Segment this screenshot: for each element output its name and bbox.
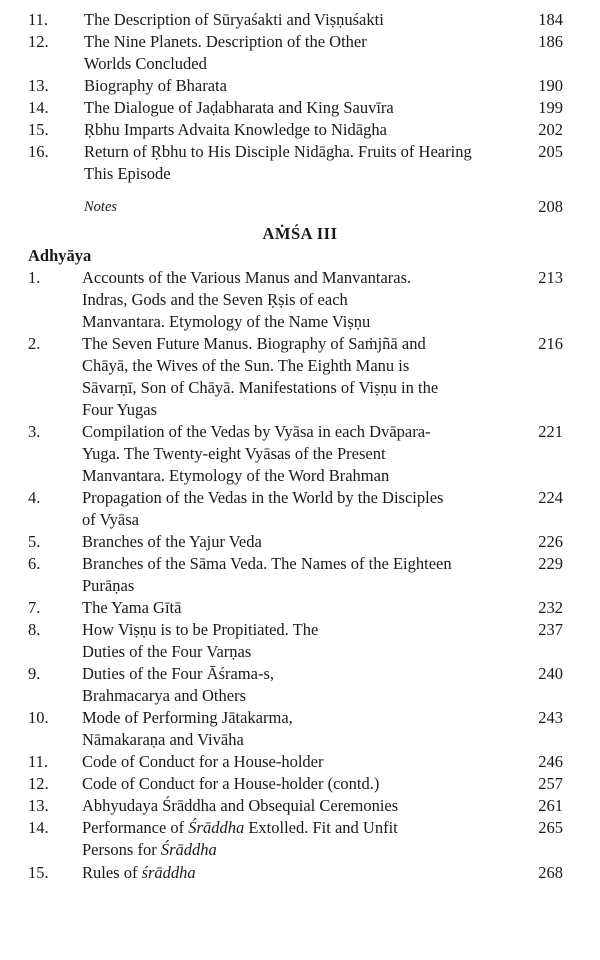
entry-page: 226 xyxy=(538,532,563,551)
entry-title: Branches of the Yajur Veda xyxy=(82,532,262,551)
entry-number: 12. xyxy=(28,774,49,793)
entry-title: Duties of the Four Āśrama-s, Brahmacarya and Others xyxy=(82,664,275,705)
entry-number: 11. xyxy=(28,10,49,29)
entry-title: How Viṣṇu is to be Propitiated. The Duties of the Four Varṇas xyxy=(82,620,319,661)
entry-title: The Nine Planets. Description of the Other Worlds Concluded xyxy=(84,32,367,73)
toc-entry xyxy=(0,663,600,707)
entry-page: 190 xyxy=(538,76,563,95)
entry-title-text: Performance of xyxy=(82,818,189,837)
entry-number: 16. xyxy=(28,142,49,161)
entry-title-italic: śrāddha xyxy=(141,863,196,882)
entry-page: 232 xyxy=(538,598,563,617)
entry-title: Mode of Performing Jātakarma, Nāmakaraṇa and Vivāha xyxy=(82,708,293,749)
entry-page: 257 xyxy=(538,774,563,793)
section-heading: AṀŚA III xyxy=(262,224,338,243)
entry-number: 2. xyxy=(28,334,41,353)
entry-page: 240 xyxy=(538,664,563,683)
entry-number: 3. xyxy=(28,422,41,441)
entry-title: Return of Ṛbhu to His Disciple Nidāgha. Fruits of Hearing This Episode xyxy=(84,142,472,183)
entry-page: 184 xyxy=(538,10,563,29)
entry-number: 15. xyxy=(28,120,49,139)
entry-page: 213 xyxy=(538,268,563,287)
entry-title: Biography of Bharata xyxy=(84,76,227,95)
entry-number: 14. xyxy=(28,98,49,117)
entry-number: 4. xyxy=(28,488,41,507)
table-of-contents xyxy=(0,9,600,884)
toc-entry xyxy=(0,9,600,31)
entry-page: 229 xyxy=(538,554,563,573)
entry-page: 186 xyxy=(538,32,563,51)
entry-number: 9. xyxy=(28,664,41,683)
entry-title: Code of Conduct for a House-holder (contd.) xyxy=(82,774,380,793)
toc-entry xyxy=(0,119,600,141)
toc-entry xyxy=(0,553,600,597)
entry-title: Branches of the Sāma Veda. The Names of the Eighteen Purāṇas xyxy=(82,554,452,595)
toc-entry xyxy=(0,751,600,773)
notes-entry xyxy=(0,196,600,218)
entry-number: 14. xyxy=(28,818,49,837)
toc-entry xyxy=(0,773,600,795)
toc-entry xyxy=(0,531,600,553)
entry-page: 268 xyxy=(538,863,563,882)
entry-title-italic: Śrāddha xyxy=(188,818,245,837)
entry-page: 246 xyxy=(538,752,563,771)
entry-title xyxy=(82,817,452,861)
entry-number: 8. xyxy=(28,620,41,639)
entry-number: 7. xyxy=(28,598,41,617)
entry-title: The Description of Sūryaśakti and Viṣṇuśakti xyxy=(84,10,384,29)
entry-title: The Yama Gītā xyxy=(82,598,182,617)
toc-entry xyxy=(0,597,600,619)
notes-label: Notes xyxy=(84,199,118,215)
toc-entry xyxy=(0,862,600,884)
toc-entry xyxy=(0,267,600,333)
entry-number: 12. xyxy=(28,32,49,51)
sub-heading: Adhyāya xyxy=(28,246,92,265)
entry-number: 10. xyxy=(28,708,49,727)
entry-page: 265 xyxy=(538,818,563,837)
entry-number: 5. xyxy=(28,532,41,551)
entry-title xyxy=(82,862,482,884)
entry-title: The Dialogue of Jaḍabharata and King Sauvīra xyxy=(84,98,394,117)
entry-title: Abhyudaya Śrāddha and Obsequial Ceremonies xyxy=(82,796,399,815)
toc-entry xyxy=(0,421,600,487)
entry-number: 13. xyxy=(28,796,49,815)
entry-page: 243 xyxy=(538,708,563,727)
entry-title: Ṛbhu Imparts Advaita Knowledge to Nidāgha xyxy=(84,120,387,139)
entry-page: 237 xyxy=(538,620,563,639)
entry-title: The Seven Future Manus. Biography of Saṁjñā and Chāyā, the Wives of the Sun. The Eighth Manu is Sāvarṇī, Son of Chāyā. Manifestations of Viṣṇu in the Four Yugas xyxy=(82,334,439,419)
entry-title: Accounts of the Various Manus and Manvantaras. Indras, Gods and the Seven Ṛṣis of each Manvantara. Etymology of the Name Viṣṇu xyxy=(82,268,412,331)
entry-page: 216 xyxy=(538,334,563,353)
entry-number: 13. xyxy=(28,76,49,95)
entry-page: 205 xyxy=(538,142,563,161)
entry-title: Code of Conduct for a House-holder xyxy=(82,752,324,771)
toc-entry xyxy=(0,487,600,531)
toc-entry xyxy=(0,75,600,97)
entry-title: Compilation of the Vedas by Vyāsa in each Dvāpara-Yuga. The Twenty-eight Vyāsas of the Present Manvantara. Etymology of the Word Brahman xyxy=(82,422,431,485)
toc-entry xyxy=(0,707,600,751)
entry-page: 199 xyxy=(538,98,563,117)
entry-number: 11. xyxy=(28,752,49,771)
toc-entry xyxy=(0,31,600,75)
toc-entry xyxy=(0,619,600,663)
entry-number: 6. xyxy=(28,554,41,573)
toc-entry xyxy=(0,141,600,185)
entry-page: 221 xyxy=(538,422,563,441)
entry-number: 1. xyxy=(28,268,41,287)
entry-page: 202 xyxy=(538,120,563,139)
entry-title: Propagation of the Vedas in the World by the Disciples of Vyāsa xyxy=(82,488,444,529)
notes-page: 208 xyxy=(538,197,563,216)
toc-entry xyxy=(0,97,600,119)
toc-entry xyxy=(0,333,600,421)
entry-title-italic: Śrāddha xyxy=(160,840,217,859)
entry-page: 224 xyxy=(538,488,563,507)
entry-number: 15. xyxy=(28,863,49,882)
toc-entry xyxy=(0,795,600,817)
entry-title-text: Extolled. Fit and Unfit Persons for xyxy=(82,818,398,859)
toc-entry xyxy=(0,817,600,861)
entry-page: 261 xyxy=(538,796,563,815)
entry-title-text: Rules of xyxy=(82,863,142,882)
